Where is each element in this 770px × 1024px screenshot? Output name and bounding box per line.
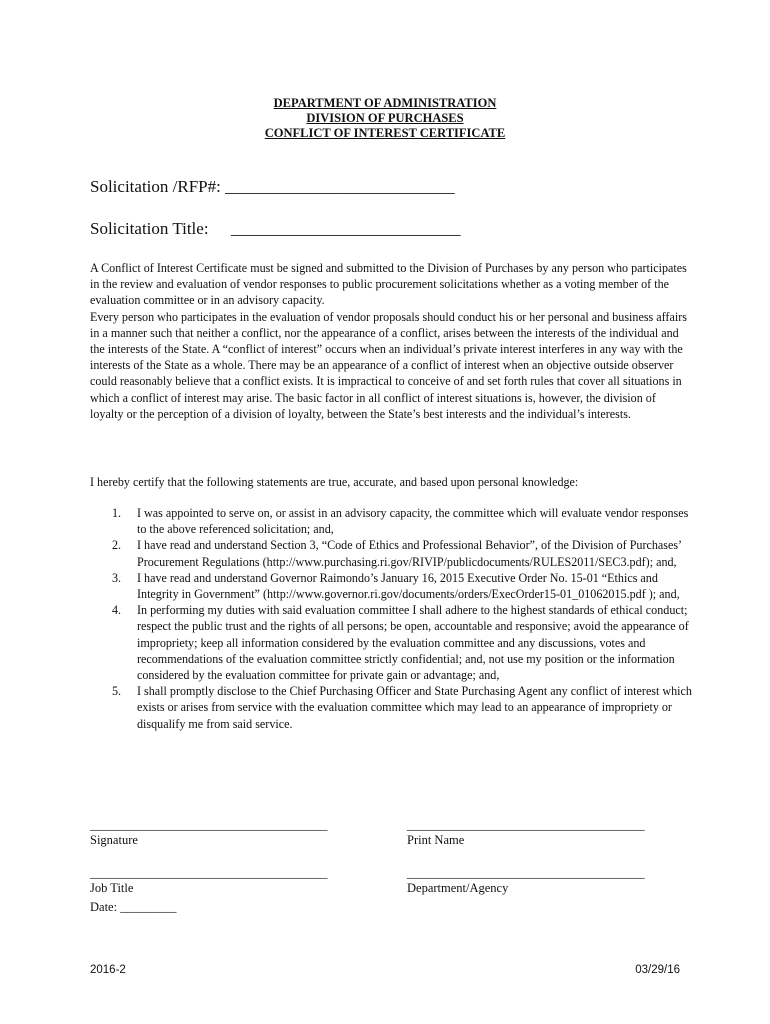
statement-list: [112, 505, 692, 732]
department-line[interactable]: ______________________________________: [407, 866, 645, 880]
solicitation-rfp-label: Solicitation /RFP#:: [90, 177, 221, 196]
list-item: [112, 537, 692, 569]
signature-label: Signature: [90, 833, 138, 847]
intro-paragraph: [90, 260, 690, 422]
list-item-text: I have read and understand Section 3, “Code of Ethics and Professional Behavior”, of the Division of Purchases’ Procurement Regulations (http://www.purchasing.ri.gov/RIVIP/publicdocuments/RULES2011/SEC3.pdf); and,: [137, 538, 682, 569]
list-item-number: 5.: [112, 684, 122, 699]
solicitation-title-row: [90, 219, 461, 239]
solicitation-rfp-row: [90, 177, 455, 197]
solicitation-rfp-blank[interactable]: ___________________________: [225, 177, 455, 196]
form-number: 2016-2: [90, 964, 126, 976]
list-item: [112, 683, 692, 732]
department-label: Department/Agency: [407, 881, 509, 895]
intro-text-2: Every person who participates in the evaluation of vendor proposals should conduct his or her personal and business affairs in a manner such that neither a conflict, nor the appearance of a conflict, arises between the interests of the individual and the interests of the State. A “conflict of interest” occurs when an individual’s private interest interferes in any way with the interests of the State as a whole. There may be an appearance of a conflict of interest when an objective outside observer could reasonably believe that a conflict exists. It is impractical to conceive of and set forth rules that cover all situations in which a conflict of interest may arise. The basic factor in all conflict of interest situations is, however, the division of loyalty or the perception of a division of loyalty, between the State’s best interests and the individual’s interests.: [90, 309, 687, 421]
list-item-number: 3.: [112, 570, 122, 585]
list-item-text: In performing my duties with said evaluation committee I shall adhere to the highest standards of ethical conduct; respect the public trust and the rights of all persons; be open, accountable and responsive; avoid the appearance of impropriety; keep all information considered by the evaluation committee and any discussions, votes and recommendations of the evaluation committee strictly confidential; and, not use my position or the information considered by the evaluation committee for private gain or advantage; and,: [137, 603, 689, 683]
list-item: [112, 570, 692, 602]
list-item-text: I have read and understand Governor Raimondo’s January 16, 2015 Executive Order No. 15-01 “Ethics and Integrity in Government” (http://www.governor.ri.gov/documents/orders/ExecOrder15-01_01062015.pdf ); and,: [137, 570, 680, 602]
list-item-text: I shall promptly disclose to the Chief Purchasing Officer and State Purchasing Agent any conflict of interest which exists or arises from service with the evaluation committee which may lead to an appearance of impropriety or disqualify me from said service.: [137, 684, 692, 731]
list-item-number: 1.: [112, 506, 122, 520]
certificate-title: CONFLICT OF INTEREST CERTIFICATE: [264, 126, 506, 140]
list-item-number: 2.: [112, 538, 122, 553]
print-name-line[interactable]: ______________________________________: [407, 818, 645, 832]
intro-text: A Conflict of Interest Certificate must be signed and submitted to the Division of Purchases by any person who participates in the review and evaluation of vendor responses to public procurement solicitations whether as a voting member of the evaluation committee or in an advisory capacity.: [90, 261, 687, 308]
solicitation-title-label: Solicitation Title:: [90, 219, 209, 238]
list-item-text: I was appointed to serve on, or assist in an advisory capacity, the committee which will evaluate vendor responses to the above referenced solicitation; and,: [137, 506, 689, 537]
signature-line[interactable]: ______________________________________: [90, 818, 328, 832]
division-heading: DIVISION OF PURCHASES: [306, 111, 464, 125]
revision-date: 03/29/16: [635, 964, 680, 976]
list-item: [112, 602, 692, 683]
print-name-label: Print Name: [407, 833, 465, 847]
solicitation-title-blank[interactable]: ___________________________: [231, 219, 461, 238]
job-title-line[interactable]: ______________________________________: [90, 866, 328, 880]
date-field[interactable]: Date: _________: [90, 900, 177, 914]
department-heading: DEPARTMENT OF ADMINISTRATION: [273, 96, 497, 110]
list-item: [112, 505, 692, 537]
list-item-number: 4.: [112, 603, 122, 618]
certify-statement: I hereby certify that the following statements are true, accurate, and based upon personal knowledge:: [90, 475, 579, 489]
job-title-label: Job Title: [90, 881, 134, 895]
